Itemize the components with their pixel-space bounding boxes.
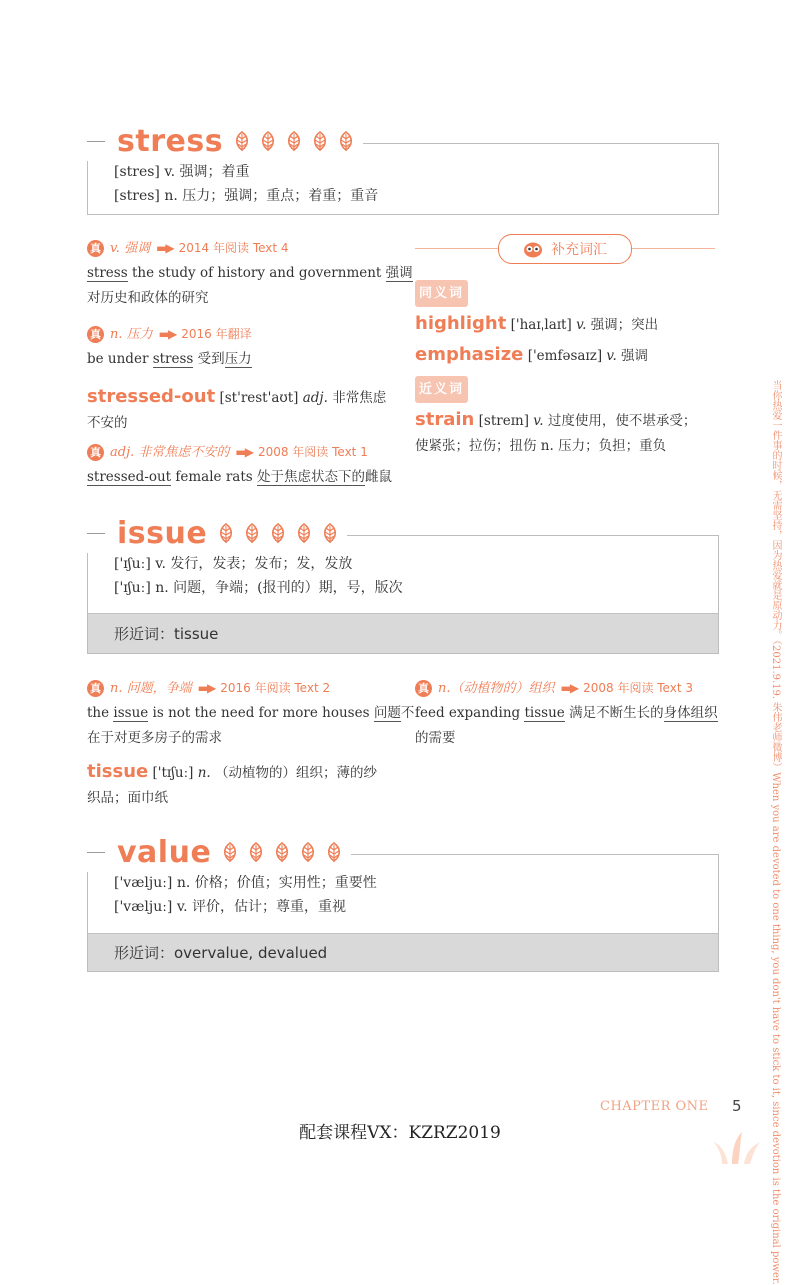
zhen-badge-icon: 真 [87, 680, 104, 697]
headword-stress: stress [117, 123, 224, 159]
meaning: 非常焦虑 [332, 390, 387, 406]
example-sentence [87, 261, 413, 286]
issue-example-1 [87, 676, 415, 751]
subword-tissue: tissue [87, 761, 149, 782]
frequency-leaves [219, 841, 345, 863]
part-of-speech: v. [576, 317, 587, 333]
leaf-icon [267, 522, 289, 544]
zhen-badge-icon: 真 [87, 326, 104, 343]
leaf-icon [231, 130, 253, 152]
arrow-icon: ▬▶ [235, 445, 252, 459]
stress-example-3 [87, 440, 407, 490]
stressed-out-subentry [87, 384, 397, 436]
sentence-text: the [87, 705, 114, 721]
keyword: tissue [524, 705, 565, 721]
keyword: stress [152, 351, 194, 367]
leaf-icon [309, 130, 331, 152]
supp-word-highlight [415, 311, 725, 338]
value-similar-words: 形近词：overvalue, devalued [88, 933, 718, 971]
example-sentence [87, 465, 407, 490]
meaning-continued: 织品；面巾纸 [87, 790, 168, 806]
translation-text: 不 [400, 705, 415, 721]
translation-text: 对历史和政体的研究 [87, 290, 209, 306]
stress-example-1 [87, 236, 413, 311]
synonym-tag: 同义词 [415, 280, 468, 307]
supplement-title-pill [498, 234, 632, 264]
subword-stressed-out: stressed-out [87, 386, 216, 407]
example-header [87, 676, 397, 701]
stress-heading [87, 121, 363, 161]
sentence-text: is not the need for more houses [148, 705, 374, 721]
part-of-speech: v. [606, 348, 617, 364]
meaning: （动植物的）组织；薄的纱 [215, 765, 378, 781]
meaning-continued: 不安的 [87, 415, 128, 431]
sentence-text: female rats [171, 469, 257, 485]
example-label: n. 问题，争端 [110, 681, 192, 696]
leaf-icon [271, 841, 293, 863]
meaning: 强调；突出 [590, 317, 659, 333]
supplement-title: 补充词汇 [551, 242, 607, 258]
part-of-speech: v. [533, 413, 544, 429]
value-def-1: ['væljuː] n. 价格；价值；实用性；重要性 [114, 875, 377, 891]
example-source: 2008 年阅读 Text 1 [257, 445, 368, 459]
headword-value: value [117, 834, 212, 870]
sentence-text: be under [87, 351, 153, 367]
frequency-leaves [231, 130, 357, 152]
leaf-icon [257, 130, 279, 152]
arrow-icon: ▬▶ [158, 327, 176, 341]
phonetic: ['haɪˌlaɪt] [510, 317, 572, 333]
stress-def-2: [stres] n. 压力；强调；重点；着重；重音 [114, 188, 379, 204]
value-heading [87, 832, 351, 872]
leaf-icon [219, 841, 241, 863]
value-defs [114, 871, 377, 919]
keyword-translation: 压力 [224, 351, 252, 367]
leaf-icon [323, 841, 345, 863]
phonetic: [st'rest'aʊt] [219, 390, 299, 406]
page-number: 5 [732, 1097, 742, 1115]
issue-defs [114, 552, 403, 600]
phonetic: ['tɪʃuː] [152, 765, 194, 781]
leaf-icon [293, 522, 315, 544]
leaf-icon [297, 841, 319, 863]
side-quote: 当你热爱一件事的时候，无需坚持，因为热爱就是原动力。（2021.9.19. 朱伟老师微博）When you are devoted to one thing, you don't have to stick to it, since devotion is the original power. [770, 380, 781, 1285]
keyword: stressed-out [87, 469, 172, 485]
example-label: n.（动植物的）组织 [438, 681, 555, 696]
arrow-icon: ▬▶ [560, 681, 578, 695]
watermark-text: 配套课程VX：KZRZ2019 [299, 1123, 501, 1143]
word-highlight: highlight [415, 313, 507, 334]
keyword-translation: 处于焦虑状态下的 [256, 469, 365, 485]
keyword-translation: 身体组织 [663, 705, 718, 721]
example-source: 2016 年翻译 [181, 327, 252, 341]
leaf-icon [215, 522, 237, 544]
example-source: 2016 年阅读 Text 2 [220, 681, 331, 695]
arrow-icon: ▬▶ [197, 681, 215, 695]
subentry-line [87, 759, 407, 786]
chapter-label: CHAPTER ONE [600, 1099, 709, 1114]
issue-similar-words: 形近词：tissue [88, 613, 718, 653]
example-sentence [87, 347, 397, 372]
translation-text: 满足不断生长的 [564, 705, 664, 721]
tissue-subentry [87, 759, 407, 811]
zhen-badge-icon: 真 [87, 240, 104, 257]
arrow-icon: ▬▶ [156, 241, 173, 255]
translation-text: 在于对更多房子的需求 [87, 730, 222, 746]
keyword: issue [113, 705, 149, 721]
example-label: adj. 非常焦虑不安的 [110, 445, 230, 460]
meaning: 过度使用，使不堪承受； [547, 413, 697, 429]
issue-def-2: ['ɪʃuː] n. 问题，争端；(报刊的）期，号，版次 [114, 580, 403, 596]
phonetic: ['emfəsaɪz] [527, 348, 603, 364]
zhen-badge-icon: 真 [87, 444, 104, 461]
translation-text: 的需要 [415, 730, 456, 746]
leaf-icon [319, 522, 341, 544]
near-synonym-tag: 近义词 [415, 376, 468, 403]
word-strain: strain [415, 409, 475, 430]
example-label: v. 强调 [110, 241, 151, 256]
sentence-text: the study of history and government [127, 265, 386, 281]
translation-text: 雌鼠 [364, 469, 392, 485]
leaf-icon [245, 841, 267, 863]
issue-heading [87, 513, 347, 553]
translation-text: 受到 [193, 351, 225, 367]
meaning: 强调 [621, 348, 649, 364]
heading-dash [87, 852, 105, 853]
example-sentence [87, 701, 415, 726]
supp-word-emphasize [415, 342, 725, 369]
stress-def-1: [stres] v. 强调；着重 [114, 164, 250, 180]
keyword-translation: 强调 [385, 265, 413, 281]
example-header [87, 322, 397, 347]
example-header [415, 676, 725, 701]
example-sentence [415, 701, 725, 726]
headword-issue: issue [117, 515, 208, 551]
issue-example-2 [415, 676, 725, 751]
leaf-icon [335, 130, 357, 152]
meaning-continued: 使紧张；拉伤；扭伤 n. 压力；负担；重负 [415, 438, 667, 454]
example-header [87, 236, 397, 261]
supplement-near-synonyms [415, 376, 725, 459]
leaf-icon [241, 522, 263, 544]
word-emphasize: emphasize [415, 344, 524, 365]
part-of-speech: adj. [302, 390, 328, 406]
stress-example-2 [87, 322, 397, 372]
stress-defs [114, 160, 378, 208]
keyword-translation: 问题 [373, 705, 401, 721]
owl-icon [523, 240, 543, 258]
supplement-synonyms [415, 280, 725, 369]
frequency-leaves [215, 522, 341, 544]
example-header [87, 440, 407, 465]
phonetic: [streɪn] [478, 413, 529, 429]
zhen-badge-icon: 真 [415, 680, 432, 697]
issue-def-1: ['ɪʃuː] v. 发行，发表；发布；发，发放 [114, 556, 353, 572]
sentence-text: feed expanding [415, 705, 525, 721]
heading-dash [87, 141, 105, 142]
part-of-speech: n. [197, 765, 211, 781]
supp-word-strain [415, 407, 725, 434]
example-source: 2008 年阅读 Text 3 [583, 681, 693, 695]
heading-dash [87, 533, 105, 534]
leaf-icon [283, 130, 305, 152]
subentry-line [87, 384, 397, 411]
example-label: n. 压力 [110, 327, 153, 342]
example-source: 2014 年阅读 Text 4 [178, 241, 289, 255]
keyword: stress [87, 265, 128, 281]
value-def-2: ['væljuː] v. 评价，估计；尊重，重视 [114, 899, 346, 915]
